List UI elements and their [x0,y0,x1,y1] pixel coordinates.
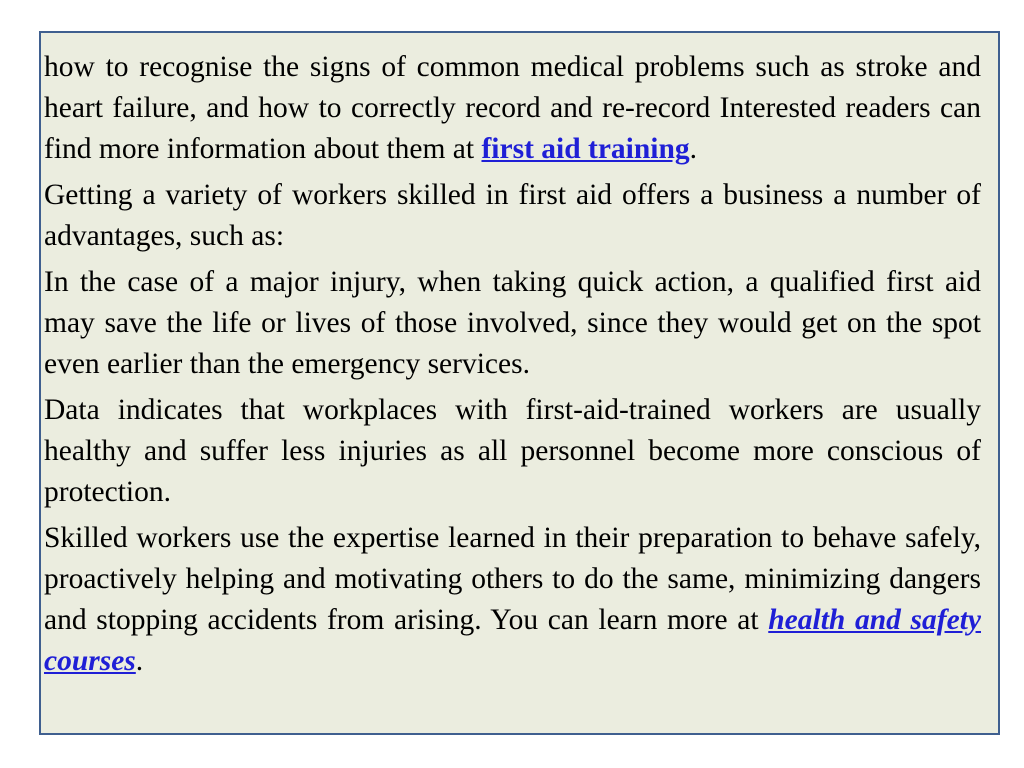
paragraph-major-injury: In the case of a major injury, when taking quick action, a qualified first aid may save the life or lives of those involved, since they would get on the spot even earlier than the emergency services. [44,266,981,380]
paragraph-data-indicates: Data indicates that workplaces with first-aid-trained workers are usually healthy and suffer less injuries as all personnel become more conscious of protection. [44,394,981,508]
text-slide [39,31,1000,735]
paragraph-skilled-workers [44,518,981,682]
paragraph-text: Skilled workers use the expertise learned in their preparation to behave safely, proactively helping and motivating others to do the same, minimizing dangers and stopping accidents from arising. You can learn more at [44,522,981,636]
paragraph-end-punctuation: . [135,645,144,677]
paragraph-advantages-intro: Getting a variety of workers skilled in first aid offers a business a number of advantages, such as: [44,179,981,252]
paragraph-text: how to recognise the signs of common medical problems such as stroke and heart failure, and how to correctly record and re-record Interested readers can find more information about them at [44,51,981,165]
paragraph-medical-problems [44,47,981,170]
health-and-safety-courses-link[interactable]: health and safety courses [44,604,981,677]
paragraph-end-punctuation: . [689,133,698,165]
first-aid-training-link[interactable]: first aid training [481,133,690,165]
